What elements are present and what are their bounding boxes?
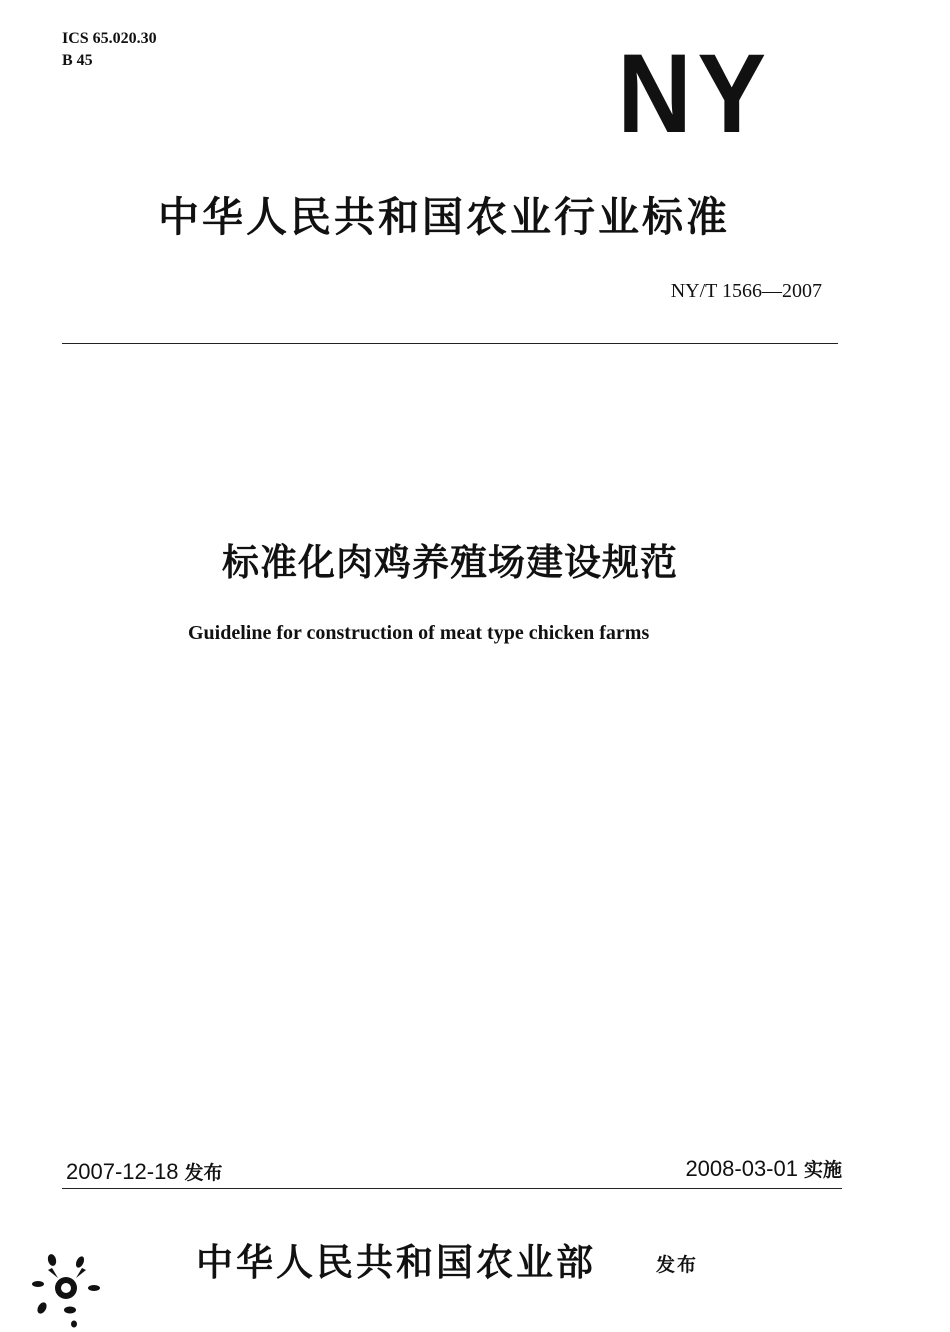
english-title: Guideline for construction of meat type chicken farms: [188, 622, 650, 644]
bottom-divider: [62, 1188, 842, 1189]
publish-label: 发布: [656, 1254, 699, 1276]
classification-codes: [62, 28, 157, 72]
implement-date: 2008-03-01: [685, 1156, 798, 1181]
implement-date-line: [685, 1155, 842, 1182]
standard-number: NY/T 1566—2007: [670, 280, 822, 302]
ministry-name: 中华人民共和国农业部: [196, 1240, 596, 1284]
ics-code: ICS 65.020.30: [62, 30, 157, 47]
issue-label: 发布: [184, 1162, 223, 1184]
implement-label: 实施: [803, 1159, 842, 1181]
ccs-code: B 45: [62, 52, 93, 69]
issue-date-line: [66, 1158, 223, 1185]
ministry-emblem-icon: [30, 1248, 102, 1328]
chinese-title: 标准化肉鸡养殖场建设规范: [222, 541, 678, 584]
org-title: 中华人民共和国农业行业标准: [158, 193, 730, 241]
top-divider: [62, 343, 838, 344]
issue-date: 2007-12-18: [66, 1159, 179, 1184]
ny-logo: NY: [617, 31, 772, 156]
